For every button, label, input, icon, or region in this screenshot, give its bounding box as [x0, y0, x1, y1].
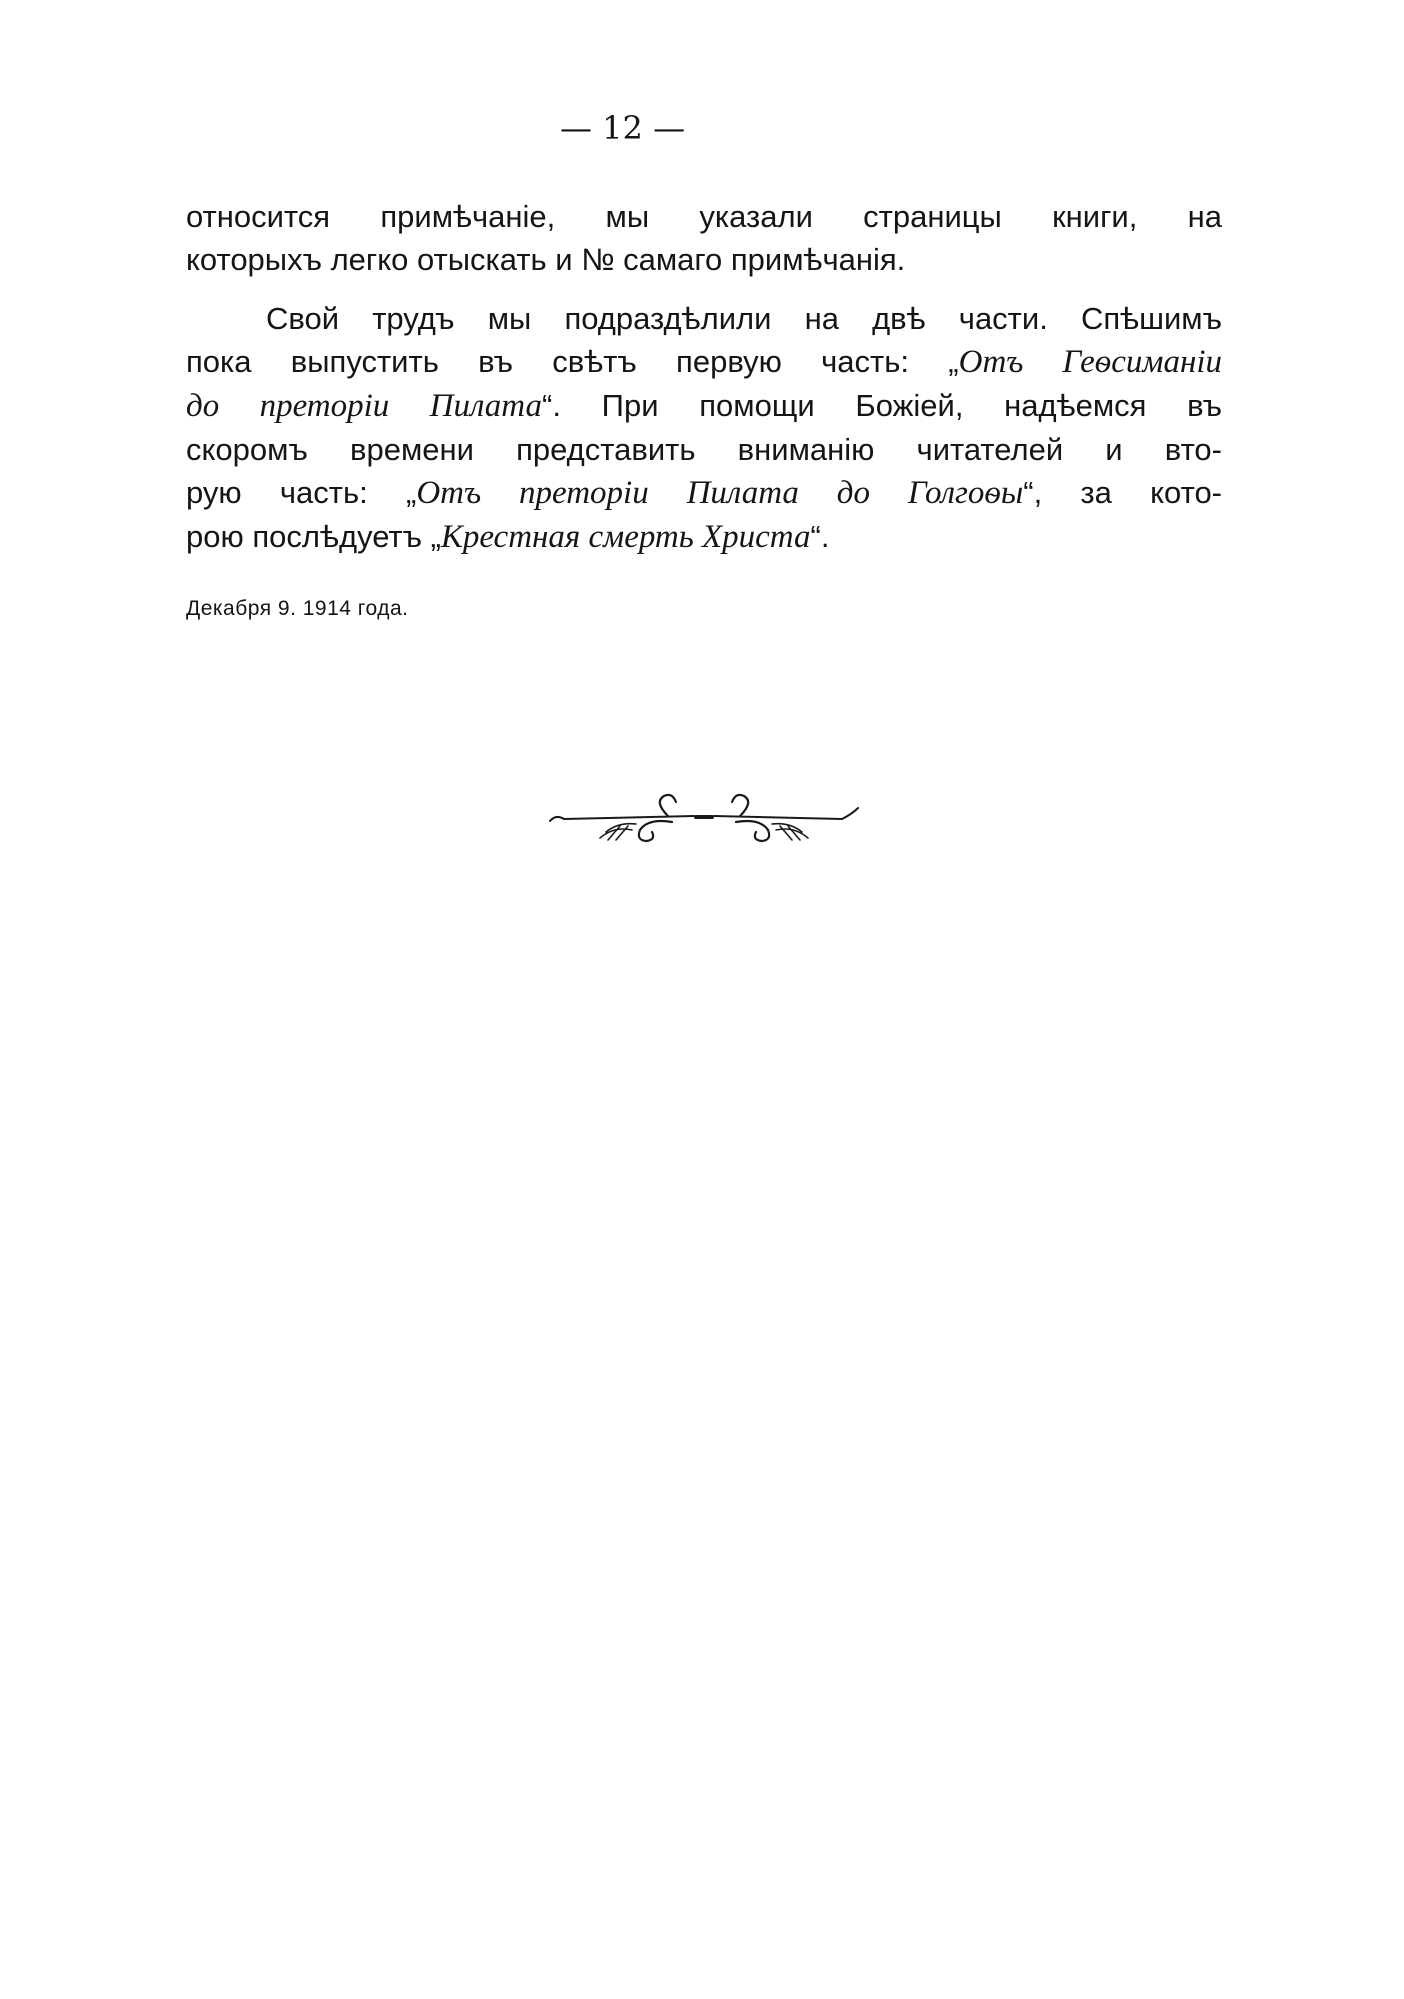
text-segment: пока выпустить въ свѣтъ первую часть: „ — [186, 344, 959, 379]
date-line: Декабря 9. 1914 года. — [186, 597, 409, 620]
text-line: относится примѣчаніе, мы указали страницы книги, на — [186, 199, 1222, 234]
text-segment: рую часть: „ — [186, 475, 417, 510]
text-segment: “. — [810, 519, 830, 554]
paragraph-parts — [186, 297, 1222, 559]
text-line: скоромъ времени представить вниманію читателей и вто- — [186, 432, 1222, 467]
text-line: Свой трудъ мы подраздѣлили на двѣ части. Спѣшимъ — [266, 301, 1222, 336]
italic-title: Отъ преторіи Пилата до Голгоѳы — [416, 475, 1024, 511]
ornament-vignette-icon — [548, 788, 860, 854]
page-number: — 12 — — [560, 109, 686, 147]
text-line — [186, 515, 1222, 559]
text-line — [186, 340, 1222, 384]
italic-title: Отъ Геѳсиманіи — [958, 344, 1223, 380]
text-segment: рою послѣдуетъ „ — [186, 519, 441, 554]
text-line — [186, 471, 1222, 515]
italic-title: Крестная смерть Христа — [440, 519, 811, 555]
text-line: которыхъ легко отыскать и № самаго примѣчанія. — [186, 242, 906, 277]
paragraph-notes — [186, 195, 1222, 281]
text-segment: “. При помощи Божіей, надѣемся въ — [542, 388, 1223, 423]
text-line — [186, 384, 1222, 428]
italic-title: до преторіи Пилата — [186, 388, 543, 424]
text-segment: “, за кото- — [1023, 475, 1223, 510]
